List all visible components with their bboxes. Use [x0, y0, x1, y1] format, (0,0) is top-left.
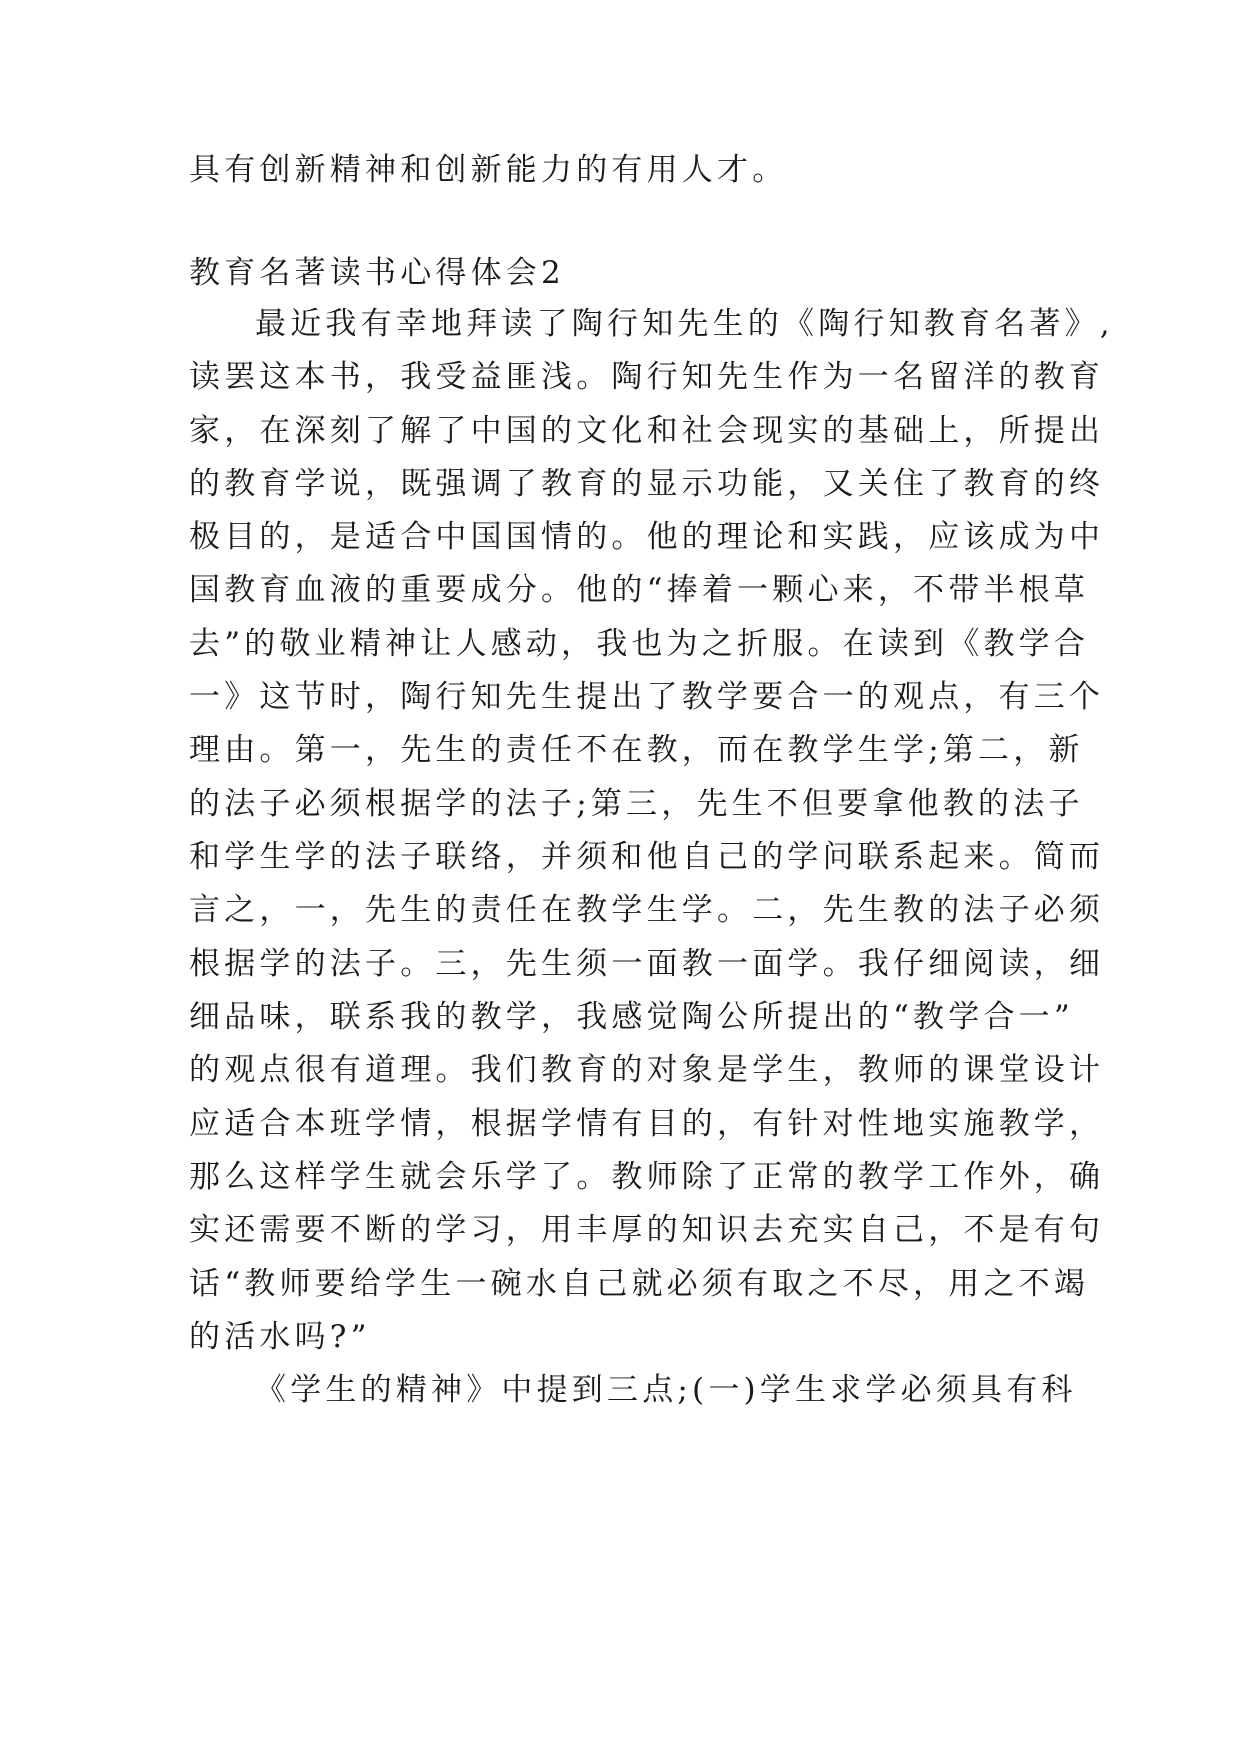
- paragraph-line: 根据学的法子。三，先生须一面教一面学。我仔细阅读，细: [189, 946, 1105, 982]
- paragraph-line: 理由。第一，先生的责任不在教，而在教学生学;第二，新: [189, 732, 1084, 768]
- paragraph-line: 细品味，联系我的教学，我感觉陶公所提出的“教学合一”: [189, 999, 1074, 1035]
- paragraph-line: 那么这样学生就会乐学了。教师除了正常的教学工作外，确: [189, 1159, 1105, 1195]
- paragraph-line: 言之，一，先生的责任在教学生学。二，先生教的法子必须: [189, 892, 1105, 928]
- paragraph-line: 应适合本班学情，根据学情有目的，有针对性地实施教学，: [189, 1106, 1105, 1142]
- paragraph-line: 实还需要不断的学习，用丰厚的知识去充实自己，不是有句: [189, 1212, 1105, 1248]
- paragraph-line: 的法子必须根据学的法子;第三，先生不但要拿他教的法子: [189, 786, 1084, 822]
- paragraph-line: 家，在深刻了解了中国的文化和社会现实的基础上，所提出: [189, 413, 1105, 449]
- paragraph-line: 最近我有幸地拜读了陶行知先生的《陶行知教育名著》,: [255, 306, 1114, 342]
- paragraph-line: 具有创新精神和创新能力的有用人才。: [189, 152, 788, 188]
- paragraph-line: 的教育学说，既强调了教育的显示功能，又关住了教育的终: [189, 466, 1105, 502]
- paragraph-line: 去”的敬业精神让人感动，我也为之折服。在读到《教学合: [189, 626, 1090, 662]
- paragraph-line: 读罢这本书，我受益匪浅。陶行知先生作为一名留洋的教育: [189, 359, 1105, 395]
- paragraph-line: 话“教师要给学生一碗水自己就必须有取之不尽，用之不竭: [189, 1266, 1090, 1302]
- paragraph-line: 国教育血液的重要成分。他的“捧着一颗心来，不带半根草: [189, 572, 1090, 608]
- section-heading: 教育名著读书心得体会2: [189, 255, 565, 291]
- paragraph-line: 《学生的精神》中提到三点;(一)学生求学必须具有科: [255, 1372, 1077, 1408]
- paragraph-line: 的观点很有道理。我们教育的对象是学生，教师的课堂设计: [189, 1052, 1105, 1088]
- paragraph-line: 和学生学的法子联络，并须和他自己的学问联系起来。简而: [189, 839, 1105, 875]
- paragraph-line: 极目的，是适合中国国情的。他的理论和实践，应该成为中: [189, 519, 1105, 555]
- paragraph-line: 的活水吗?”: [189, 1319, 371, 1355]
- paragraph-line: 一》这节时，陶行知先生提出了教学要合一的观点，有三个: [189, 679, 1105, 715]
